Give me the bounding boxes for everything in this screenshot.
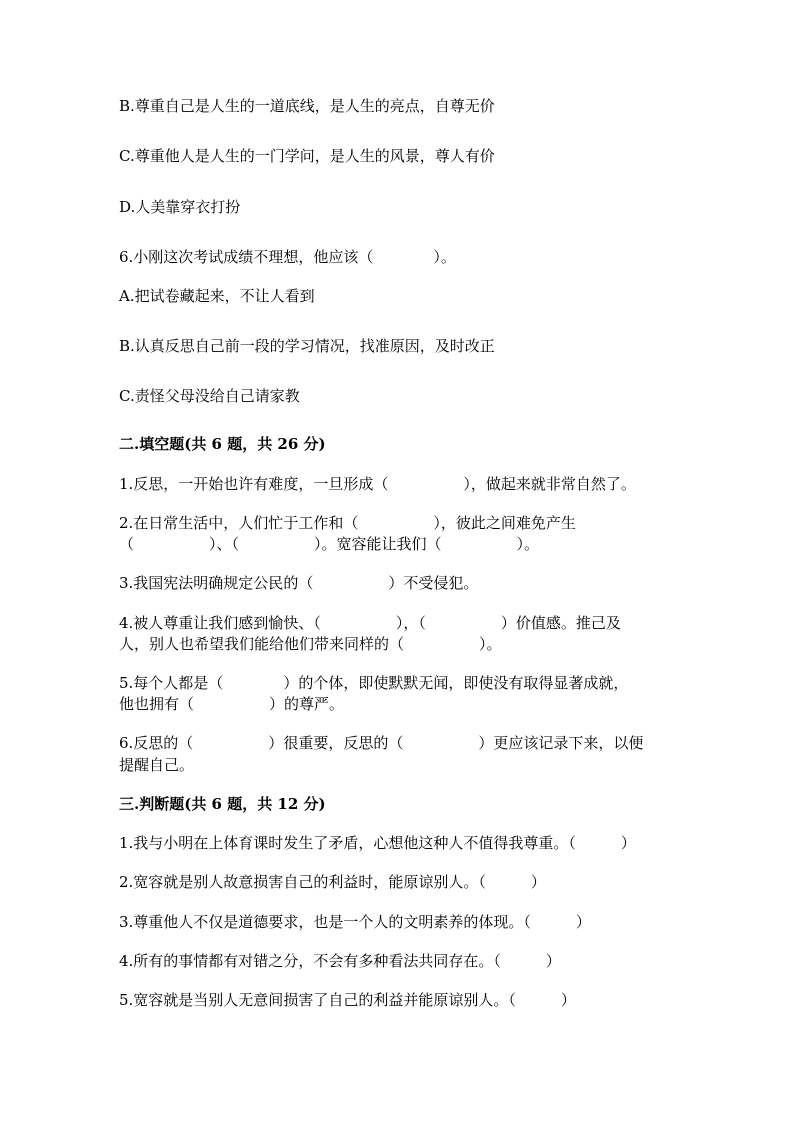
q5-option-b: B.尊重自己是人生的一道底线，是人生的亮点，自尊无价 (119, 97, 495, 115)
q6-option-c: C.责怪父母没给自己请家教 (119, 387, 300, 405)
judge-question-5: 5.宽容就是当别人无意间损害了自己的利益并能原谅别人。（ ） (119, 991, 576, 1009)
q5-option-d: D.人美靠穿衣打扮 (119, 198, 241, 216)
question-6: 6.小刚这次考试成绩不理想，他应该（ ）。 (119, 248, 456, 266)
q6-option-a: A.把试卷藏起来，不让人看到 (119, 287, 315, 305)
fill-question-4-line-1: 4.被人尊重让我们感到愉快、（ ），（ ）价值感。推己及 (119, 614, 621, 632)
fill-question-5-line-1: 5.每个人都是（ ）的个体，即使默默无闻，即使没有取得显著成就， (119, 674, 629, 692)
fill-question-2-line-1: 2.在日常生活中，人们忙于工作和（ ），彼此之间难免产生 (119, 514, 576, 532)
judge-question-2: 2.宽容就是别人故意损害自己的利益时，能原谅别人。（ ） (119, 873, 546, 891)
fill-question-6-line-2: 提醒自己。 (119, 756, 195, 774)
judge-question-3: 3.尊重他人不仅是道德要求，也是一个人的文明素养的体现。（ ） (119, 913, 591, 931)
q5-option-c: C.尊重他人是人生的一门学问，是人生的风景，尊人有价 (119, 147, 495, 165)
fill-question-3: 3.我国宪法明确规定公民的（ ）不受侵犯。 (119, 574, 479, 592)
q6-option-b: B.认真反思自己前一段的学习情况，找准原因，及时改正 (119, 337, 495, 355)
fill-question-1: 1.反思，一开始也许有难度，一旦形成（ ），做起来就非常自然了。 (119, 475, 636, 493)
fill-question-4-line-2: 人，别人也希望我们能给他们带来同样的（ ）。 (119, 635, 502, 653)
fill-question-2-line-2: （ ）、（ ）。宽容能让我们（ ）。 (119, 535, 540, 553)
section-3-heading: 三.判断题(共 6 题，共 12 分) (119, 795, 326, 813)
judge-question-1: 1.我与小明在上体育课时发生了矛盾，心想他这种人不值得我尊重。（ ） (119, 834, 636, 852)
fill-question-6-line-1: 6.反思的（ ）很重要，反思的（ ）更应该记录下来，以便 (119, 734, 644, 752)
judge-question-4: 4.所有的事情都有对错之分，不会有多种看法共同存在。（ ） (119, 952, 561, 970)
fill-question-5-line-2: 他也拥有（ ）的尊严。 (119, 695, 345, 713)
section-2-heading: 二.填空题(共 6 题，共 26 分) (119, 435, 326, 453)
